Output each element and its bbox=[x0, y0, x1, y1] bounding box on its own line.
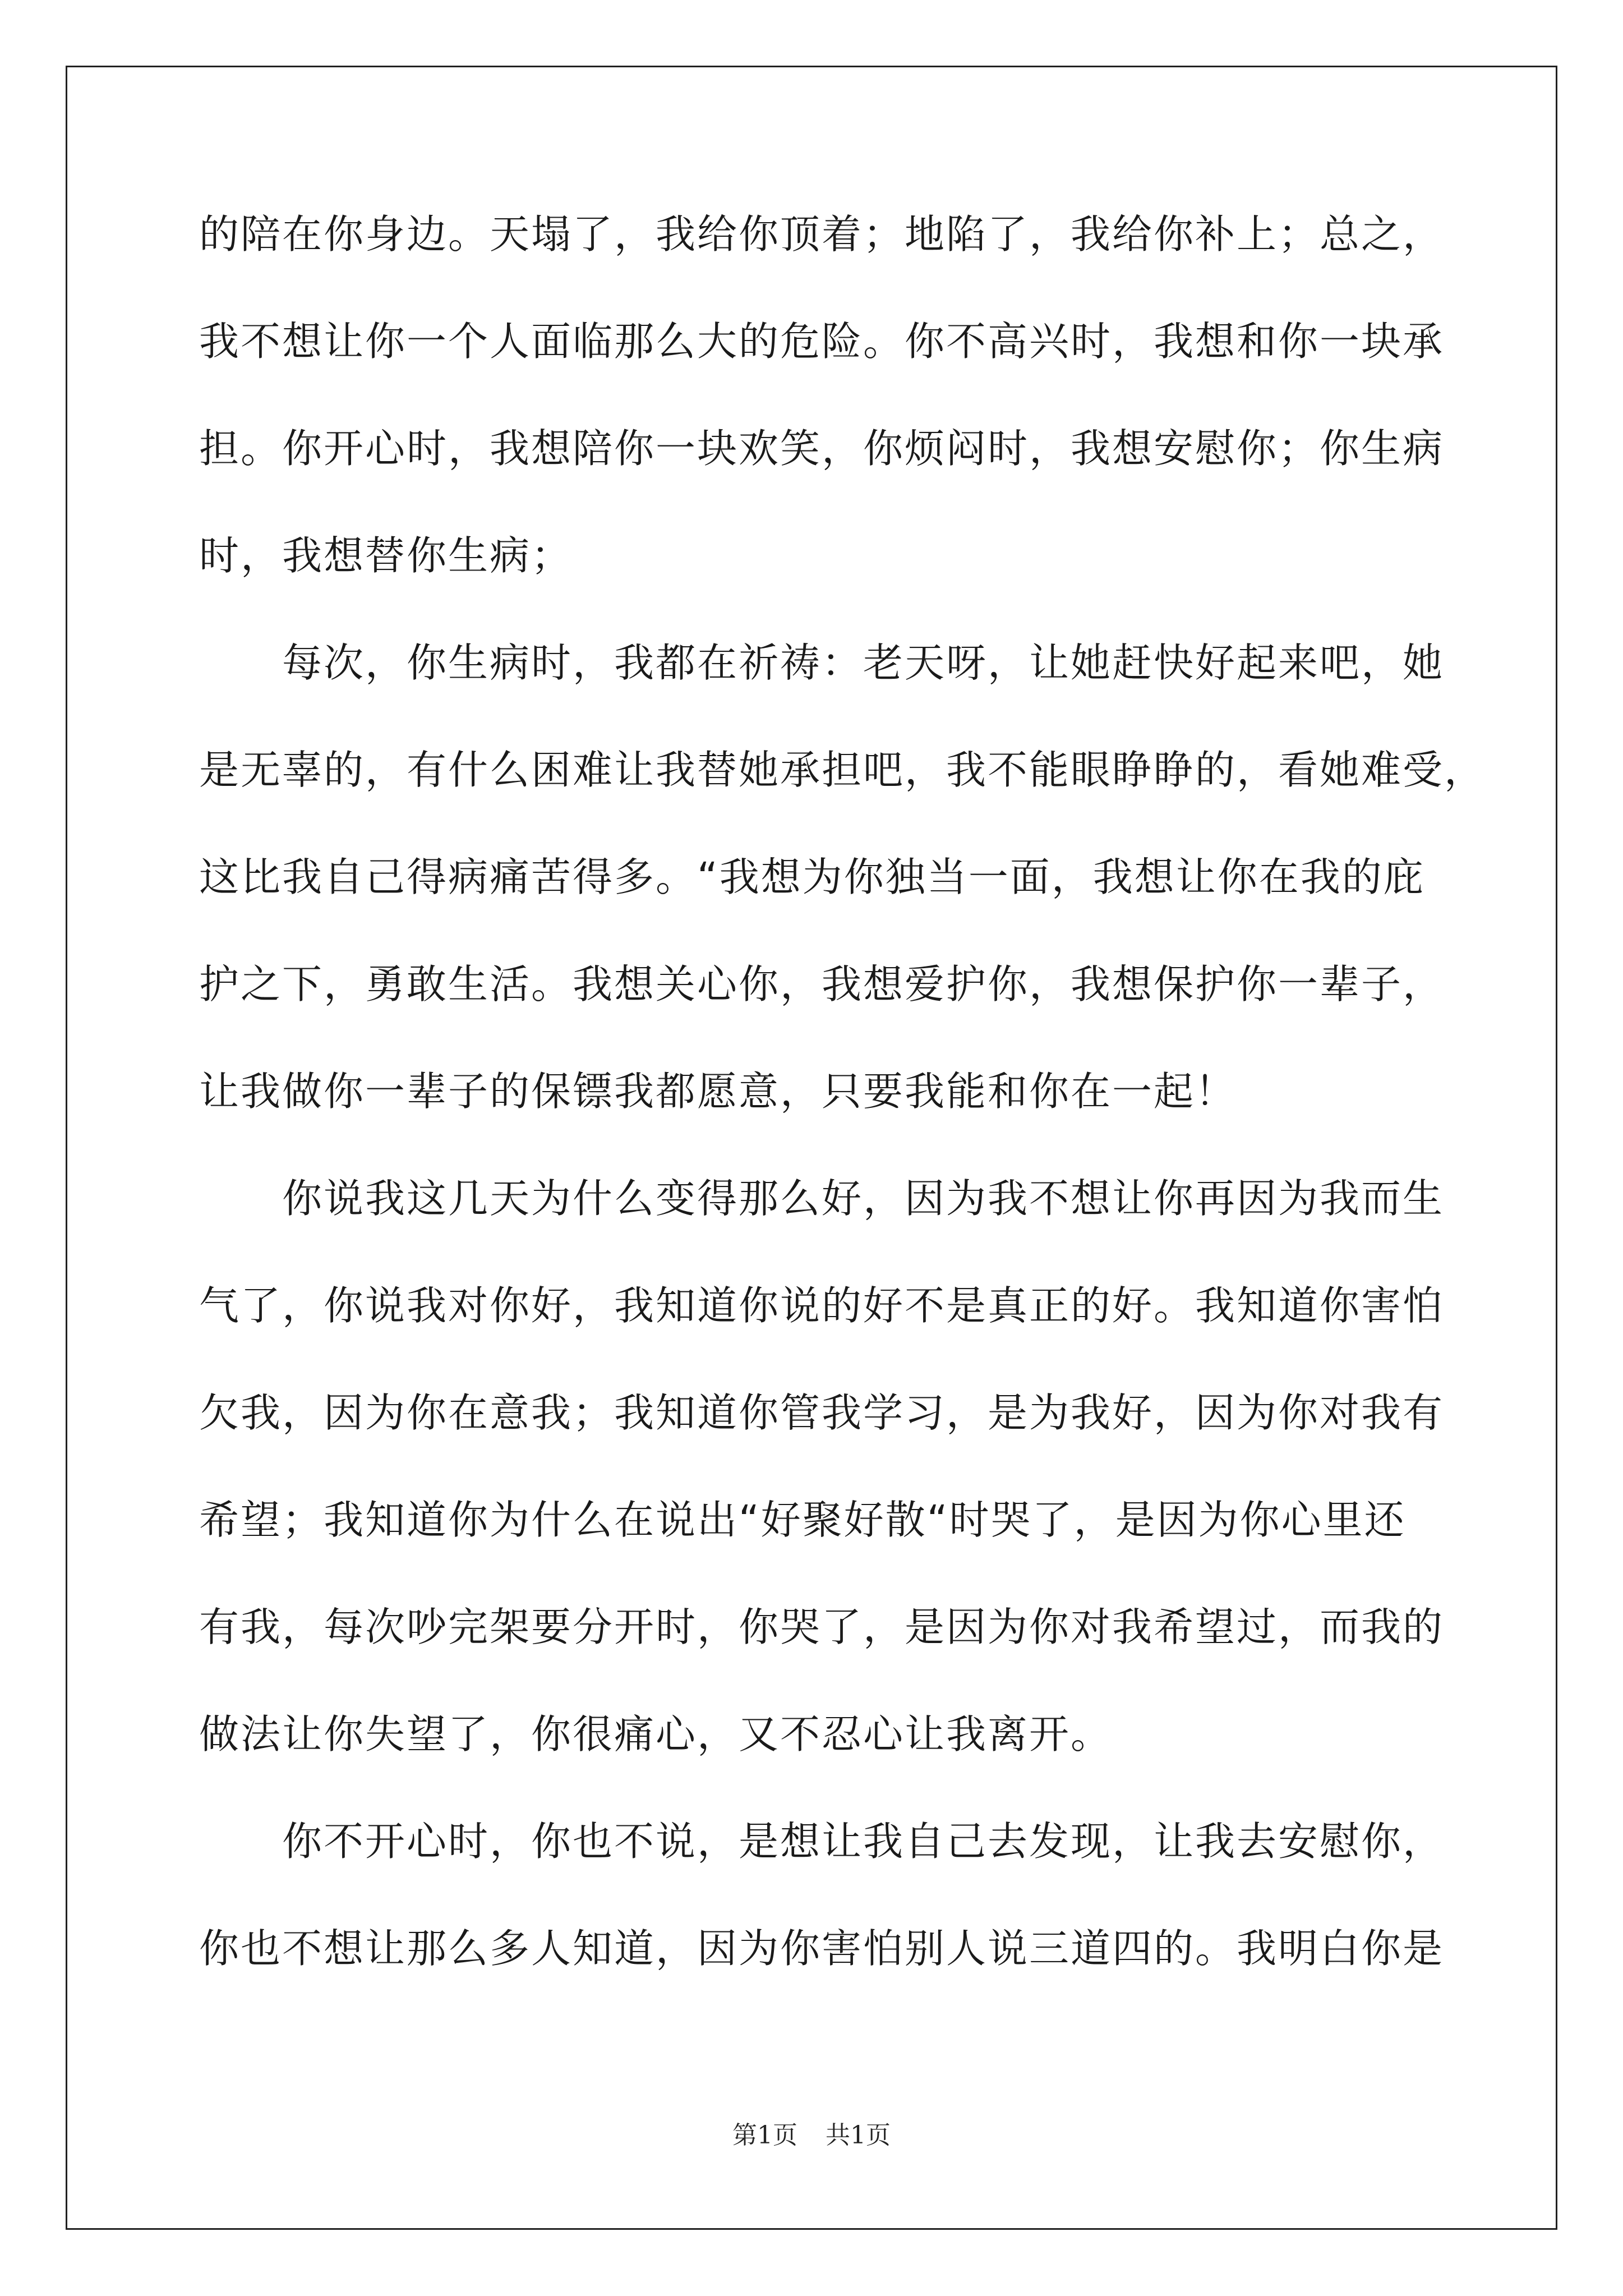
text-line: 担。你开心时，我想陪你一块欢笑，你烦闷时，我想安慰你；你生病 bbox=[199, 425, 1445, 472]
text-line: 气了，你说我对你好，我知道你说的好不是真正的好。我知道你害怕 bbox=[199, 1282, 1445, 1329]
text-line: 护之下，勇敢生活。我想关心你，我想爱护你，我想保护你一辈子， bbox=[199, 961, 1445, 1007]
text-line: 你不开心时，你也不说，是想让我自己去发现，让我去安慰你， bbox=[199, 1818, 1445, 1865]
text-line: 我不想让你一个人面临那么大的危险。你不高兴时，我想和你一块承 bbox=[199, 318, 1445, 365]
text-line: 你也不想让那么多人知道，因为你害怕别人说三道四的。我明白你是 bbox=[199, 1925, 1445, 1972]
text-line: 你说我这几天为什么变得那么好，因为我不想让你再因为我而生 bbox=[199, 1175, 1445, 1222]
page-number: 第1页 bbox=[732, 2121, 797, 2150]
page-total: 共1页 bbox=[826, 2121, 891, 2150]
text-line: 每次，你生病时，我都在祈祷：老天呀，让她赶快好起来吧，她 bbox=[199, 639, 1445, 686]
page-footer bbox=[0, 2115, 1623, 2151]
text-line: 有我，每次吵完架要分开时，你哭了，是因为你对我希望过，而我的 bbox=[199, 1604, 1445, 1650]
text-line: 时，我想替你生病； bbox=[199, 532, 573, 579]
text-line: 希望；我知道你为什么在说出“好聚好散“时哭了，是因为你心里还 bbox=[199, 1497, 1406, 1543]
text-line: 做法让你失望了，你很痛心，又不忍心让我离开。 bbox=[199, 1711, 1113, 1757]
text-line: 让我做你一辈子的保镖我都愿意，只要我能和你在一起！ bbox=[199, 1068, 1237, 1115]
text-line: 这比我自己得病痛苦得多。“我想为你独当一面，我想让你在我的庇 bbox=[199, 854, 1425, 900]
text-line: 欠我，因为你在意我；我知道你管我学习，是为我好，因为你对我有 bbox=[199, 1389, 1445, 1436]
text-line: 是无辜的，有什么困难让我替她承担吧，我不能眼睁睁的，看她难受， bbox=[199, 747, 1486, 793]
text-line: 的陪在你身边。天塌了，我给你顶着；地陷了，我给你补上；总之， bbox=[199, 211, 1445, 257]
document-body bbox=[199, 211, 1486, 2033]
